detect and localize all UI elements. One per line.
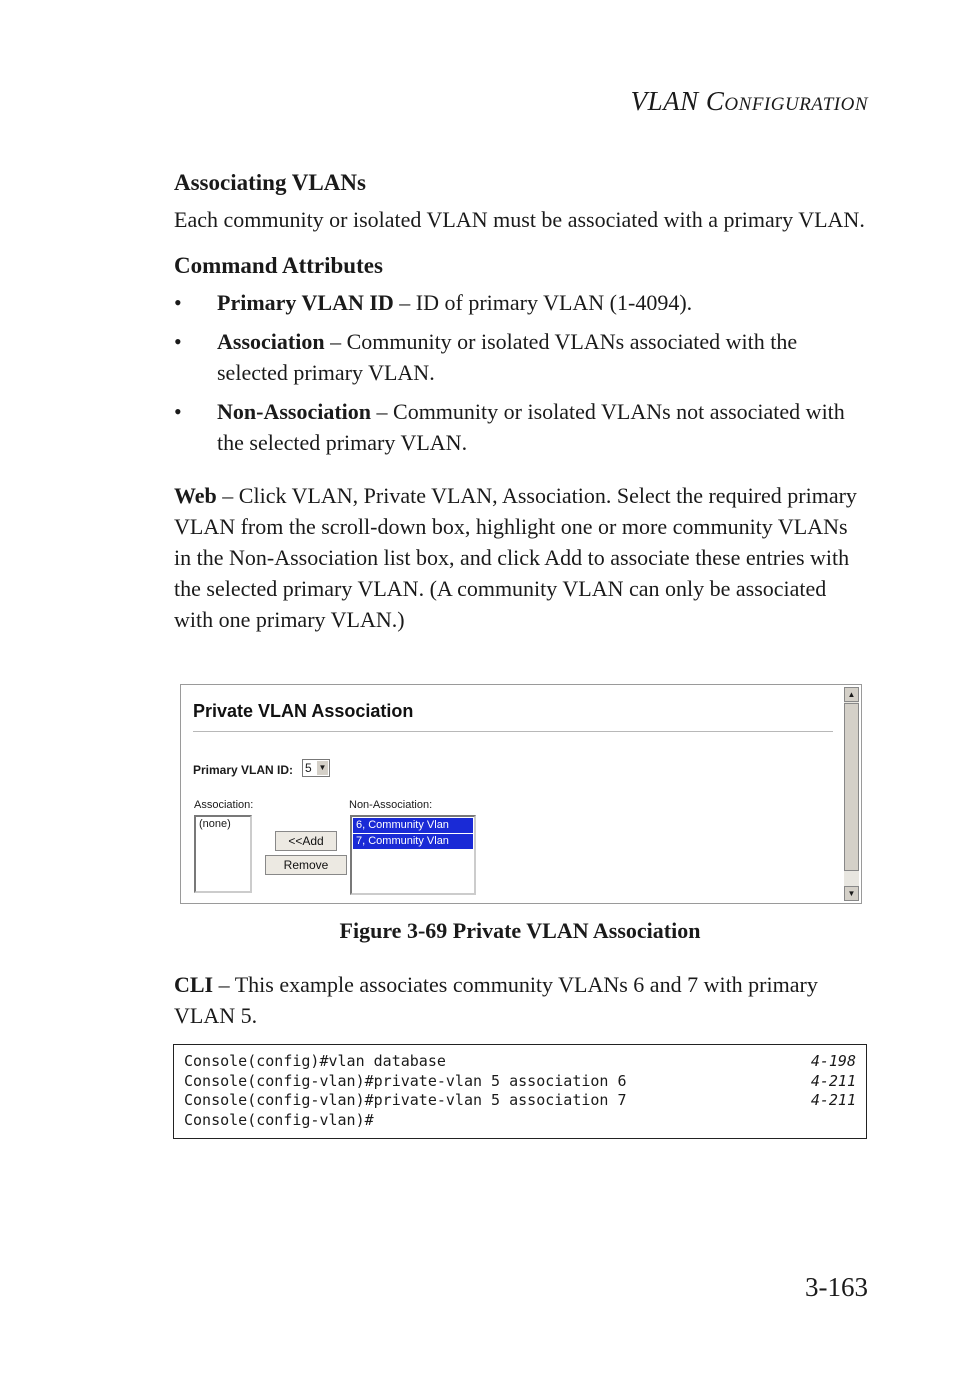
primary-vlan-id-label: Primary VLAN ID:: [193, 763, 294, 777]
section-intro: Each community or isolated VLAN must be associated with a primary VLAN.: [174, 207, 865, 232]
page-number: 3-163: [805, 1272, 868, 1302]
attribute-item: • Association – Community or isolated VLANs associated with the selected primary VLAN.: [174, 329, 798, 385]
non-association-listbox[interactable]: [350, 815, 476, 895]
section-title: Associating VLANs: [174, 170, 366, 195]
scroll-down-icon[interactable]: ▼: [844, 886, 859, 901]
web-text: – Click VLAN, Private VLAN, Association. Select the required primary VLAN from the scroll-down box, highlight one or more community VLANs in the Non-Association list box, and click Add to associate these entries with the selected primary VLAN. (A community VLAN can only be associated with one primary VLAN.): [174, 483, 857, 632]
primary-vlan-id-value: 5: [305, 761, 312, 775]
non-association-label: Non-Association:: [349, 799, 433, 811]
screenshot-title: Private VLAN Association: [193, 701, 414, 721]
primary-vlan-id-select[interactable]: [302, 759, 330, 777]
attribute-term: Primary VLAN ID: [217, 290, 394, 315]
code-command: Console(config)#vlan database: [184, 1052, 446, 1070]
association-label: Association:: [194, 799, 254, 811]
code-line: [184, 1111, 856, 1131]
running-head-smallcaps: ONFIGURATION: [724, 94, 868, 115]
list-item[interactable]: (none): [199, 818, 231, 830]
code-line: [184, 1052, 856, 1072]
code-page-ref: 4-198: [810, 1052, 856, 1070]
attributes-heading: Command Attributes: [174, 253, 383, 278]
private-vlan-association-screenshot: [180, 684, 862, 904]
list-item[interactable]: 6, Community Vlan: [353, 818, 473, 833]
association-listbox[interactable]: [194, 815, 252, 893]
attribute-item: • Primary VLAN ID – ID of primary VLAN (1-4094).: [174, 290, 693, 315]
attribute-desc: – ID of primary VLAN (1-4094).: [393, 290, 693, 315]
code-page-ref: 4-211: [810, 1091, 856, 1109]
running-head-main: VLAN C: [630, 86, 725, 116]
attribute-term: Non-Association: [217, 399, 372, 424]
running-head: [631, 86, 868, 117]
scroll-thumb[interactable]: [844, 703, 859, 871]
list-item[interactable]: 7, Community Vlan: [353, 834, 473, 849]
attribute-term: Association: [217, 329, 325, 354]
add-button[interactable]: <<Add: [275, 831, 337, 851]
code-command: Console(config-vlan)#private-vlan 5 association 6: [184, 1071, 627, 1090]
main-content: [174, 168, 868, 635]
code-line: [184, 1091, 856, 1111]
figure-caption: Figure 3-69 Private VLAN Association: [339, 918, 701, 943]
attribute-desc: – Community or isolated VLANs not associated with the selected primary VLAN.: [217, 399, 845, 455]
code-page-ref: 4-211: [810, 1071, 856, 1090]
attribute-desc: – Community or isolated VLANs associated with the selected primary VLAN.: [217, 329, 798, 385]
code-command: Console(config-vlan)#: [184, 1110, 374, 1129]
cli-paragraph: [174, 969, 868, 1031]
code-command: Console(config-vlan)#private-vlan 5 association 7: [184, 1091, 627, 1109]
cli-code-block: [173, 1044, 867, 1139]
chevron-down-icon: ▼: [317, 761, 328, 775]
web-paragraph: [174, 480, 868, 635]
title-divider: [193, 731, 833, 732]
cli-text: – This example associates community VLANs 6 and 7 with primary VLAN 5.: [174, 972, 818, 1028]
scroll-up-icon[interactable]: ▲: [844, 687, 859, 702]
vertical-scrollbar[interactable]: [844, 687, 859, 901]
cli-label: CLI: [174, 972, 214, 997]
remove-button[interactable]: Remove: [265, 855, 347, 875]
code-line: [184, 1072, 856, 1092]
attributes-list: [174, 287, 868, 458]
web-label: Web: [174, 483, 217, 508]
attribute-item: • Non-Association – Community or isolated VLANs not associated with the selected primary VLAN.: [174, 399, 845, 455]
